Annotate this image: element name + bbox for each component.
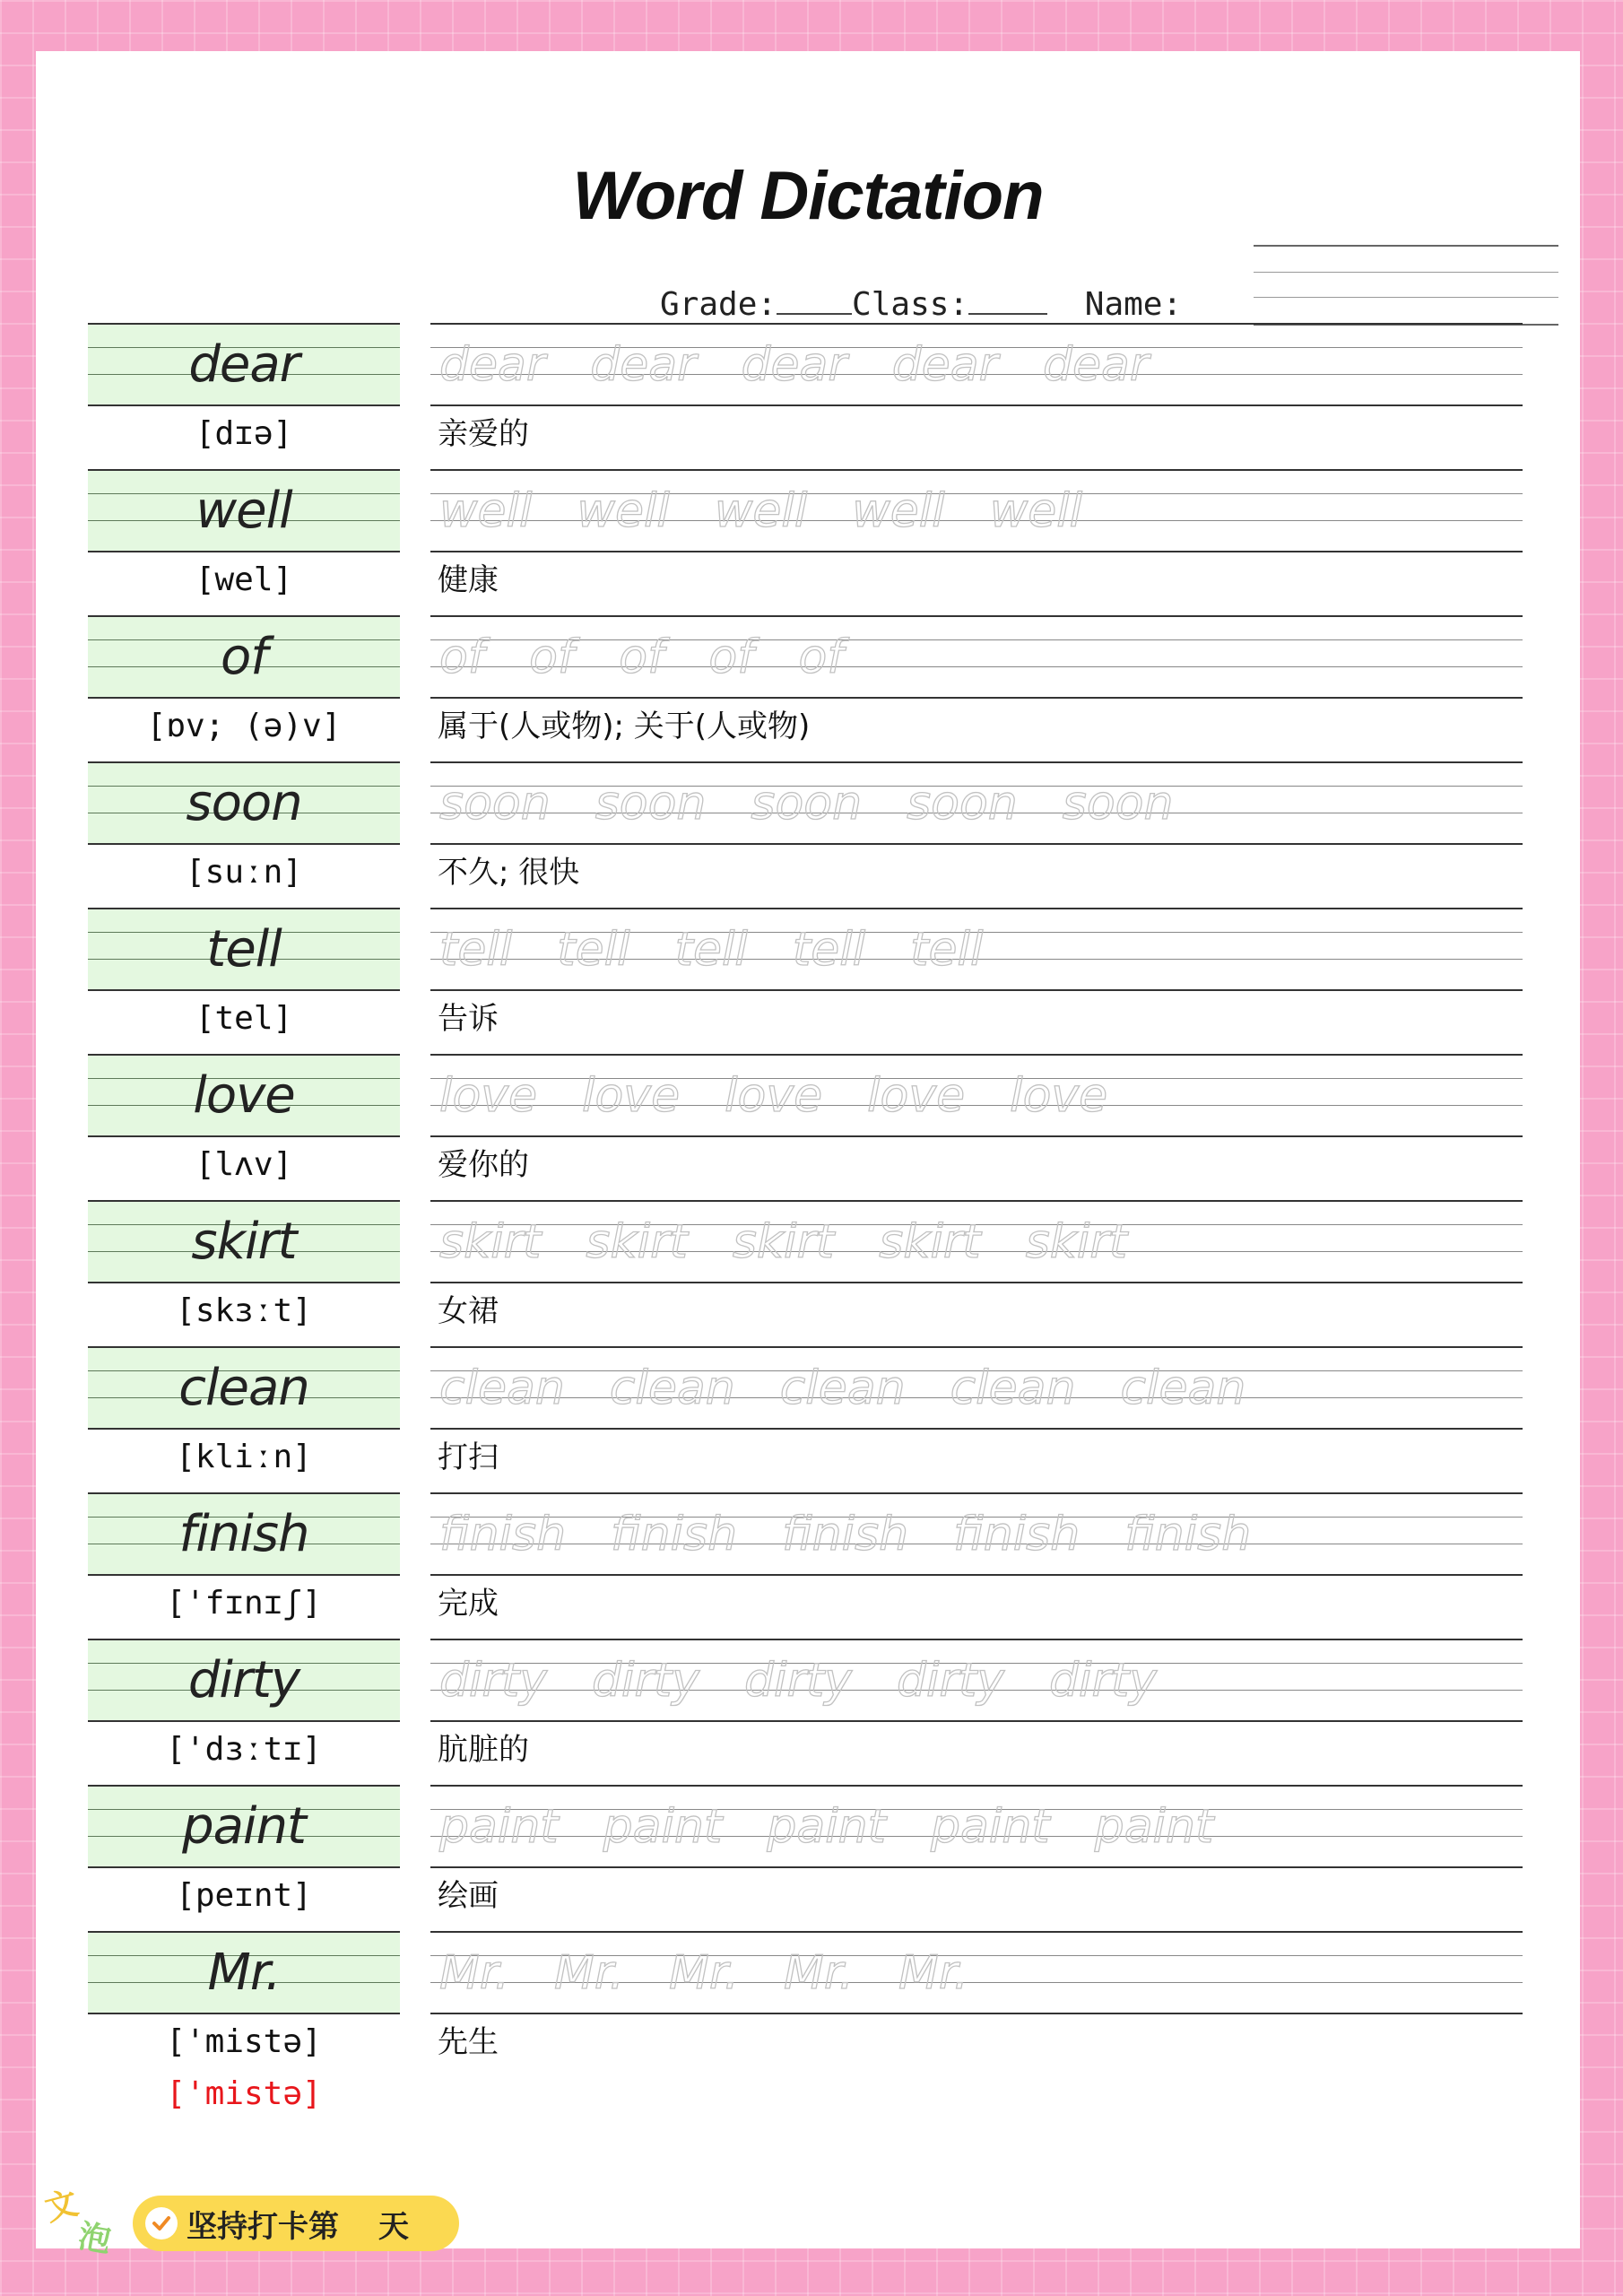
trace-word: tell	[792, 922, 866, 977]
extra-phonetic-red: ['mistə]	[166, 2075, 322, 2112]
trace-word: Mr.	[784, 1945, 854, 2000]
name-label: Name:	[1084, 286, 1183, 323]
trace-writing-area[interactable]	[430, 1492, 1523, 1576]
trace-word: love	[439, 1068, 538, 1123]
trace-word: dirty	[439, 1653, 547, 1708]
trace-word: Mr.	[898, 1945, 968, 2000]
word-box	[88, 1492, 400, 1576]
trace-word: well	[852, 483, 945, 538]
trace-word: tell	[557, 922, 630, 977]
trace-word: clean	[779, 1361, 906, 1415]
meaning: 绘画	[438, 1878, 499, 1914]
trace-word: finish	[782, 1507, 909, 1561]
meaning: 肮脏的	[438, 1732, 529, 1768]
trace-word: dear	[439, 337, 546, 392]
word-entry	[88, 1346, 1523, 1492]
phonetic: [kliːn]	[176, 1439, 312, 1475]
word-box	[88, 908, 400, 991]
trace-word: clean	[1120, 1361, 1246, 1415]
word-box	[88, 323, 400, 406]
trace-writing-area[interactable]	[430, 323, 1523, 406]
word-entry	[88, 615, 1523, 761]
word-entry	[88, 323, 1523, 469]
grade-blank[interactable]	[777, 286, 852, 315]
trace-word: Mr.	[669, 1945, 739, 2000]
phonetic: [wel]	[195, 561, 293, 598]
word-text: dear	[188, 335, 299, 394]
trace-words	[430, 763, 1218, 843]
word-box	[88, 1054, 400, 1137]
trace-word: dirty	[1049, 1653, 1157, 1708]
word-box	[88, 1346, 400, 1430]
checkin-prefix: 坚持打卡第	[187, 2208, 339, 2245]
trace-word: tell	[439, 922, 513, 977]
trace-writing-area[interactable]	[430, 1346, 1523, 1430]
trace-word: soon	[1062, 776, 1174, 831]
trace-word: well	[714, 483, 808, 538]
trace-word: well	[577, 483, 670, 538]
checkin-suffix: 天	[378, 2208, 409, 2245]
phonetic: ['dɜːtɪ]	[166, 1731, 322, 1768]
word-entry	[88, 1931, 1523, 2077]
trace-word: love	[725, 1068, 823, 1123]
trace-word: dear	[590, 337, 697, 392]
trace-word: skirt	[1025, 1214, 1128, 1269]
word-text: skirt	[191, 1213, 297, 1271]
trace-word: dirty	[744, 1653, 852, 1708]
word-text: dirty	[187, 1651, 300, 1709]
word-text: clean	[178, 1359, 309, 1417]
word-entry	[88, 1492, 1523, 1639]
word-entry	[88, 1200, 1523, 1346]
trace-writing-area[interactable]	[430, 469, 1523, 552]
trace-word: paint	[767, 1799, 887, 1854]
word-entry	[88, 761, 1523, 908]
word-text: soon	[186, 774, 302, 832]
trace-words	[430, 1933, 1013, 2013]
trace-words	[430, 1494, 1296, 1574]
meaning: 打扫	[438, 1439, 499, 1475]
student-info-row	[660, 286, 1182, 323]
word-box	[88, 761, 400, 845]
word-entry	[88, 1639, 1523, 1785]
trace-words	[430, 1640, 1202, 1720]
trace-word: paint	[439, 1799, 559, 1854]
phonetic: [ɒv; (ə)v]	[146, 708, 342, 744]
page-title: Word Dictation	[572, 158, 1044, 234]
word-text: tell	[206, 920, 282, 978]
trace-word: love	[1010, 1068, 1108, 1123]
trace-word: skirt	[732, 1214, 835, 1269]
trace-word: Mr.	[439, 1945, 509, 2000]
trace-words	[430, 1787, 1258, 1866]
trace-word: of	[529, 630, 575, 684]
trace-words	[430, 471, 1127, 551]
word-text: Mr.	[207, 1944, 281, 2002]
word-entry	[88, 1785, 1523, 1931]
trace-word: skirt	[439, 1214, 542, 1269]
trace-word: skirt	[879, 1214, 981, 1269]
trace-word: skirt	[586, 1214, 688, 1269]
trace-writing-area[interactable]	[430, 1639, 1523, 1722]
phonetic: [lʌv]	[195, 1146, 293, 1183]
trace-word: dear	[891, 337, 998, 392]
checkin-text	[187, 2202, 409, 2246]
phonetic: [suːn]	[185, 854, 303, 891]
brand-logo	[41, 2181, 117, 2262]
trace-word: dirty	[592, 1653, 699, 1708]
phonetic: [skɜːt]	[176, 1292, 312, 1329]
word-text: paint	[182, 1797, 306, 1856]
trace-word: love	[867, 1068, 966, 1123]
trace-words	[430, 325, 1193, 404]
word-text: of	[221, 628, 267, 686]
grade-label: Grade:	[660, 286, 777, 323]
trace-writing-area[interactable]	[430, 761, 1523, 845]
trace-word: of	[708, 630, 754, 684]
trace-writing-area[interactable]	[430, 1785, 1523, 1868]
trace-word: clean	[950, 1361, 1076, 1415]
word-box	[88, 1639, 400, 1722]
trace-words	[430, 1348, 1290, 1428]
logo-char-1: 文	[41, 2184, 82, 2229]
word-text: well	[195, 482, 292, 540]
word-text: finish	[178, 1505, 309, 1563]
trace-word: soon	[595, 776, 707, 831]
trace-word: paint	[1094, 1799, 1214, 1854]
class-label: Class:	[852, 286, 969, 323]
word-box	[88, 469, 400, 552]
name-write-lines[interactable]	[1254, 245, 1558, 326]
phonetic: [tel]	[195, 1000, 293, 1037]
trace-writing-area[interactable]	[430, 1054, 1523, 1137]
checkin-badge	[133, 2196, 459, 2251]
phonetic: [dɪə]	[195, 415, 293, 452]
trace-word: finish	[1124, 1507, 1252, 1561]
trace-word: finish	[953, 1507, 1081, 1561]
word-box	[88, 615, 400, 699]
trace-writing-area[interactable]	[430, 615, 1523, 699]
meaning: 亲爱的	[438, 416, 529, 452]
trace-word: of	[439, 630, 485, 684]
meaning: 健康	[438, 562, 499, 598]
check-icon	[145, 2207, 178, 2239]
trace-word: finish	[439, 1507, 567, 1561]
trace-words	[430, 1202, 1172, 1282]
trace-word: of	[798, 630, 844, 684]
trace-words	[430, 1056, 1152, 1135]
trace-word: clean	[439, 1361, 565, 1415]
trace-word: tell	[674, 922, 748, 977]
word-text: love	[193, 1066, 295, 1125]
trace-word: paint	[931, 1799, 1050, 1854]
trace-writing-area[interactable]	[430, 1200, 1523, 1283]
word-box	[88, 1785, 400, 1868]
word-entry	[88, 908, 1523, 1054]
trace-word: clean	[609, 1361, 735, 1415]
phonetic: ['mistə]	[166, 2023, 322, 2060]
trace-writing-area[interactable]	[430, 908, 1523, 991]
trace-word: tell	[910, 922, 984, 977]
meaning: 不久; 很快	[438, 855, 580, 891]
trace-word: well	[989, 483, 1083, 538]
trace-word: Mr.	[554, 1945, 624, 2000]
phonetic: ['fɪnɪʃ]	[166, 1585, 322, 1622]
logo-char-2: 泡	[75, 2218, 114, 2260]
trace-word: dear	[741, 337, 847, 392]
trace-word: soon	[751, 776, 863, 831]
trace-word: finish	[611, 1507, 738, 1561]
word-entry	[88, 1054, 1523, 1200]
trace-words	[430, 909, 1028, 989]
meaning: 女裙	[438, 1293, 499, 1329]
trace-writing-area[interactable]	[430, 1931, 1523, 2014]
trace-word: of	[619, 630, 664, 684]
word-box	[88, 1931, 400, 2014]
meaning: 先生	[438, 2024, 499, 2060]
meaning: 属于(人或物); 关于(人或物)	[438, 709, 811, 744]
trace-word: love	[582, 1068, 681, 1123]
trace-word: dirty	[897, 1653, 1004, 1708]
word-box	[88, 1200, 400, 1283]
trace-word: dear	[1043, 337, 1150, 392]
meaning: 完成	[438, 1586, 499, 1622]
trace-word: well	[439, 483, 533, 538]
word-entry	[88, 469, 1523, 615]
meaning: 告诉	[438, 1001, 499, 1037]
phonetic: [peɪnt]	[176, 1877, 312, 1914]
class-blank[interactable]	[968, 286, 1047, 315]
trace-word: soon	[907, 776, 1018, 831]
trace-word: soon	[439, 776, 551, 831]
trace-words	[430, 617, 889, 697]
meaning: 爱你的	[438, 1147, 529, 1183]
trace-word: paint	[603, 1799, 723, 1854]
